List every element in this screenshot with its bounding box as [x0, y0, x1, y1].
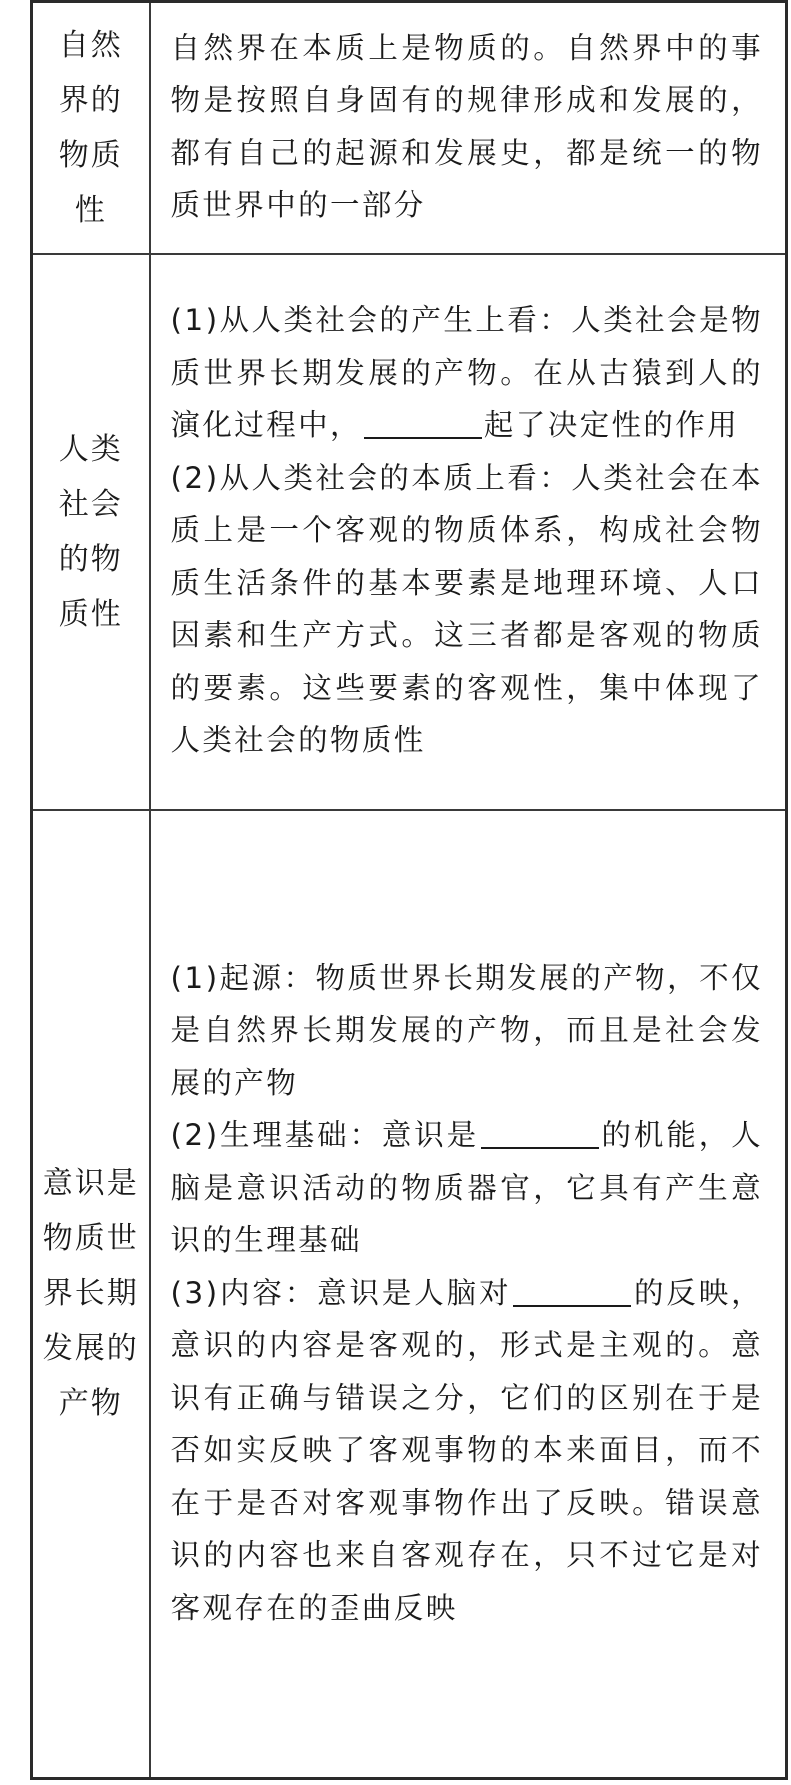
row-heading-cell — [32, 810, 150, 1779]
table-row — [32, 810, 787, 1779]
fill-in-blank[interactable] — [513, 1275, 631, 1307]
paragraph — [171, 1267, 764, 1635]
paragraph-text: (1)从人类社会的产生上看：人类社会是物质世界长期发展的产物。在从古猿到人的演化过程中， — [170, 303, 763, 443]
row-heading: 意识是物质世界长期发展的产物 — [42, 1166, 139, 1422]
row-heading: 自然界的物质性 — [58, 27, 123, 228]
table-row — [32, 2, 787, 254]
fill-in-blank[interactable] — [481, 1117, 599, 1149]
knowledge-table — [30, 0, 788, 1780]
paragraph-text: (3)内容：意识是人脑对 — [170, 1275, 512, 1310]
paragraph-text: 的机能，人脑是意识活动的物质器官，它具有产生意识的生理基础 — [170, 1118, 763, 1257]
row-content-cell — [150, 254, 787, 810]
paragraph: 自然界在本质上是物质的。自然界中的事物是按照自身固有的规律形成和发展的，都有自己的起源和发展史，都是统一的物质世界中的一部分 — [170, 30, 763, 223]
row-content-cell — [150, 810, 787, 1779]
table-row — [32, 254, 787, 810]
paragraph-text: 起了决定性的作用 — [483, 408, 740, 443]
fill-in-blank[interactable] — [364, 407, 482, 439]
paragraph: (2)从人类社会的本质上看：人类社会在本质上是一个客观的物质体系，构成社会物质生活条件的基本要素是地理环境、人口因素和生产方式。这三者都是客观的物质的要素。这些要素的客观性，集中体现了人类社会的物质性 — [170, 460, 763, 758]
paragraph: (1)起源：物质世界长期发展的产物，不仅是自然界长期发展的产物，而且是社会发展的产物 — [170, 960, 763, 1100]
paragraph — [171, 1109, 764, 1267]
paragraph — [171, 294, 764, 452]
row-heading-cell — [32, 254, 150, 810]
paragraph-text: (2)生理基础：意识是 — [170, 1118, 480, 1152]
row-heading: 人类社会的物质性 — [58, 431, 123, 632]
paragraph-text: 的反映，意识的内容是客观的，形式是主观的。意识有正确与错误之分，它们的区别在于是否如实反映了客观事物的本来面目，而不在于是否对客观事物作出了反映。错误意识的内容也来自客观存在，只不过它是对客观存在的歪曲反映 — [170, 1275, 763, 1625]
row-content-cell — [150, 2, 787, 254]
row-heading-cell — [32, 2, 150, 254]
